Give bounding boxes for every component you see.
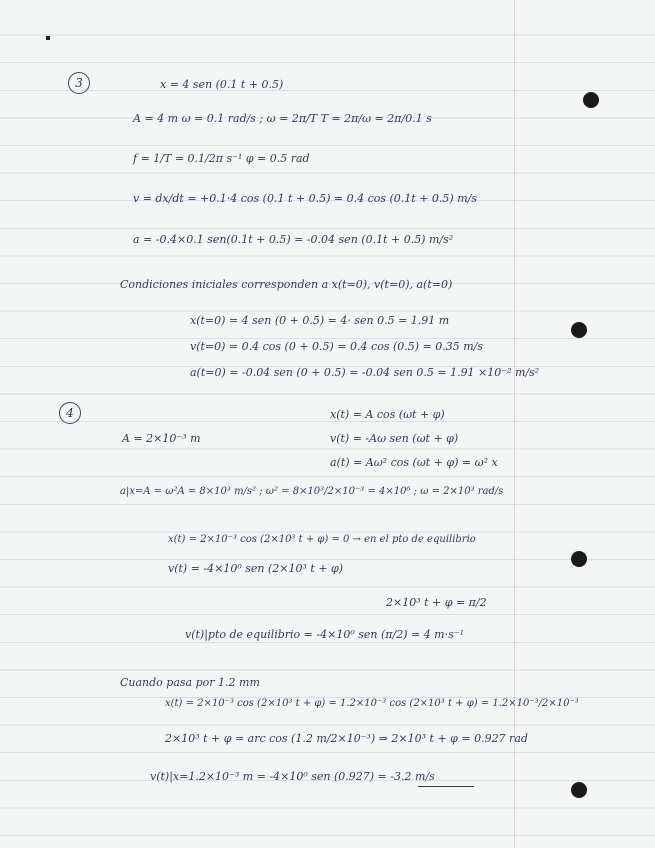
equation-line: A = 2×10⁻³ m — [122, 432, 201, 445]
equation-line: v = dx/dt = +0.1·4 cos (0.1 t + 0.5) = 0.4 cos (0.1t + 0.5) m/s — [133, 192, 477, 205]
equation-line: 2×10³ t + φ = π/2 — [386, 596, 487, 609]
equation-line: x(t) = A cos (ωt + φ) — [330, 408, 445, 421]
equation-line: A = 4 m ω = 0.1 rad/s ; ω = 2π/T T = 2π/ω = 2π/0.1 s — [133, 112, 432, 125]
equation-line: a(t) = Aω² cos (ωt + φ) = ω² x — [330, 456, 498, 469]
binder-hole — [571, 322, 587, 338]
equation-line: v(t) = -4×10⁰ sen (2×10³ t + φ) — [168, 562, 344, 575]
equation-line: x(t) = 2×10⁻³ cos (2×10³ t + φ) = 0 → en el pto de equilibrio — [168, 534, 476, 545]
equation-line: a(t=0) = -0.04 sen (0 + 0.5) = -0.04 sen 0.5 = 1.91 ×10⁻² m/s² — [190, 366, 540, 379]
binder-hole — [583, 92, 599, 108]
page-mark — [46, 36, 50, 40]
text-line: Condiciones iniciales corresponden a x(t=0), v(t=0), a(t=0) — [120, 278, 453, 291]
problem-number: 4 — [59, 402, 81, 424]
equation-line: a|x=A = ω²A = 8×10³ m/s² ; ω² = 8×10³/2×10⁻³ = 4×10⁶ ; ω = 2×10³ rad/s — [120, 486, 504, 497]
equation-line: x = 4 sen (0.1 t + 0.5) — [160, 78, 284, 91]
equation-line: x(t=0) = 4 sen (0 + 0.5) = 4· sen 0.5 = 1.91 m — [190, 314, 450, 327]
equation-line: x(t) = 2×10⁻³ cos (2×10³ t + φ) = 1.2×10⁻³ cos (2×10³ t + φ) = 1.2×10⁻³/2×10⁻³ — [165, 698, 579, 709]
text-line: Cuando pasa por 1.2 mm — [120, 676, 260, 689]
problem-number: 3 — [68, 72, 90, 94]
answer-underline — [418, 786, 474, 787]
equation-line: v(t)|pto de equilibrio = -4×10⁰ sen (π/2) = 4 m·s⁻¹ — [185, 628, 464, 641]
equation-line: a = -0.4×0.1 sen(0.1t + 0.5) = -0.04 sen (0.1t + 0.5) m/s² — [133, 233, 454, 246]
binder-hole — [571, 782, 587, 798]
equation-line: f = 1/T = 0.1/2π s⁻¹ φ = 0.5 rad — [133, 152, 310, 165]
equation-line: 2×10³ t + φ = arc cos (1.2 m/2×10⁻³) ⇒ 2×10³ t + φ = 0.927 rad — [165, 732, 528, 745]
equation-line: v(t=0) = 0.4 cos (0 + 0.5) = 0.4 cos (0.5) = 0.35 m/s — [190, 340, 484, 353]
margin-line — [514, 0, 515, 848]
equation-line: v(t) = -Aω sen (ωt + φ) — [330, 432, 459, 445]
equation-line: v(t)|x=1.2×10⁻³ m = -4×10⁰ sen (0.927) = -3.2 m/s — [150, 770, 435, 783]
binder-hole — [571, 551, 587, 567]
